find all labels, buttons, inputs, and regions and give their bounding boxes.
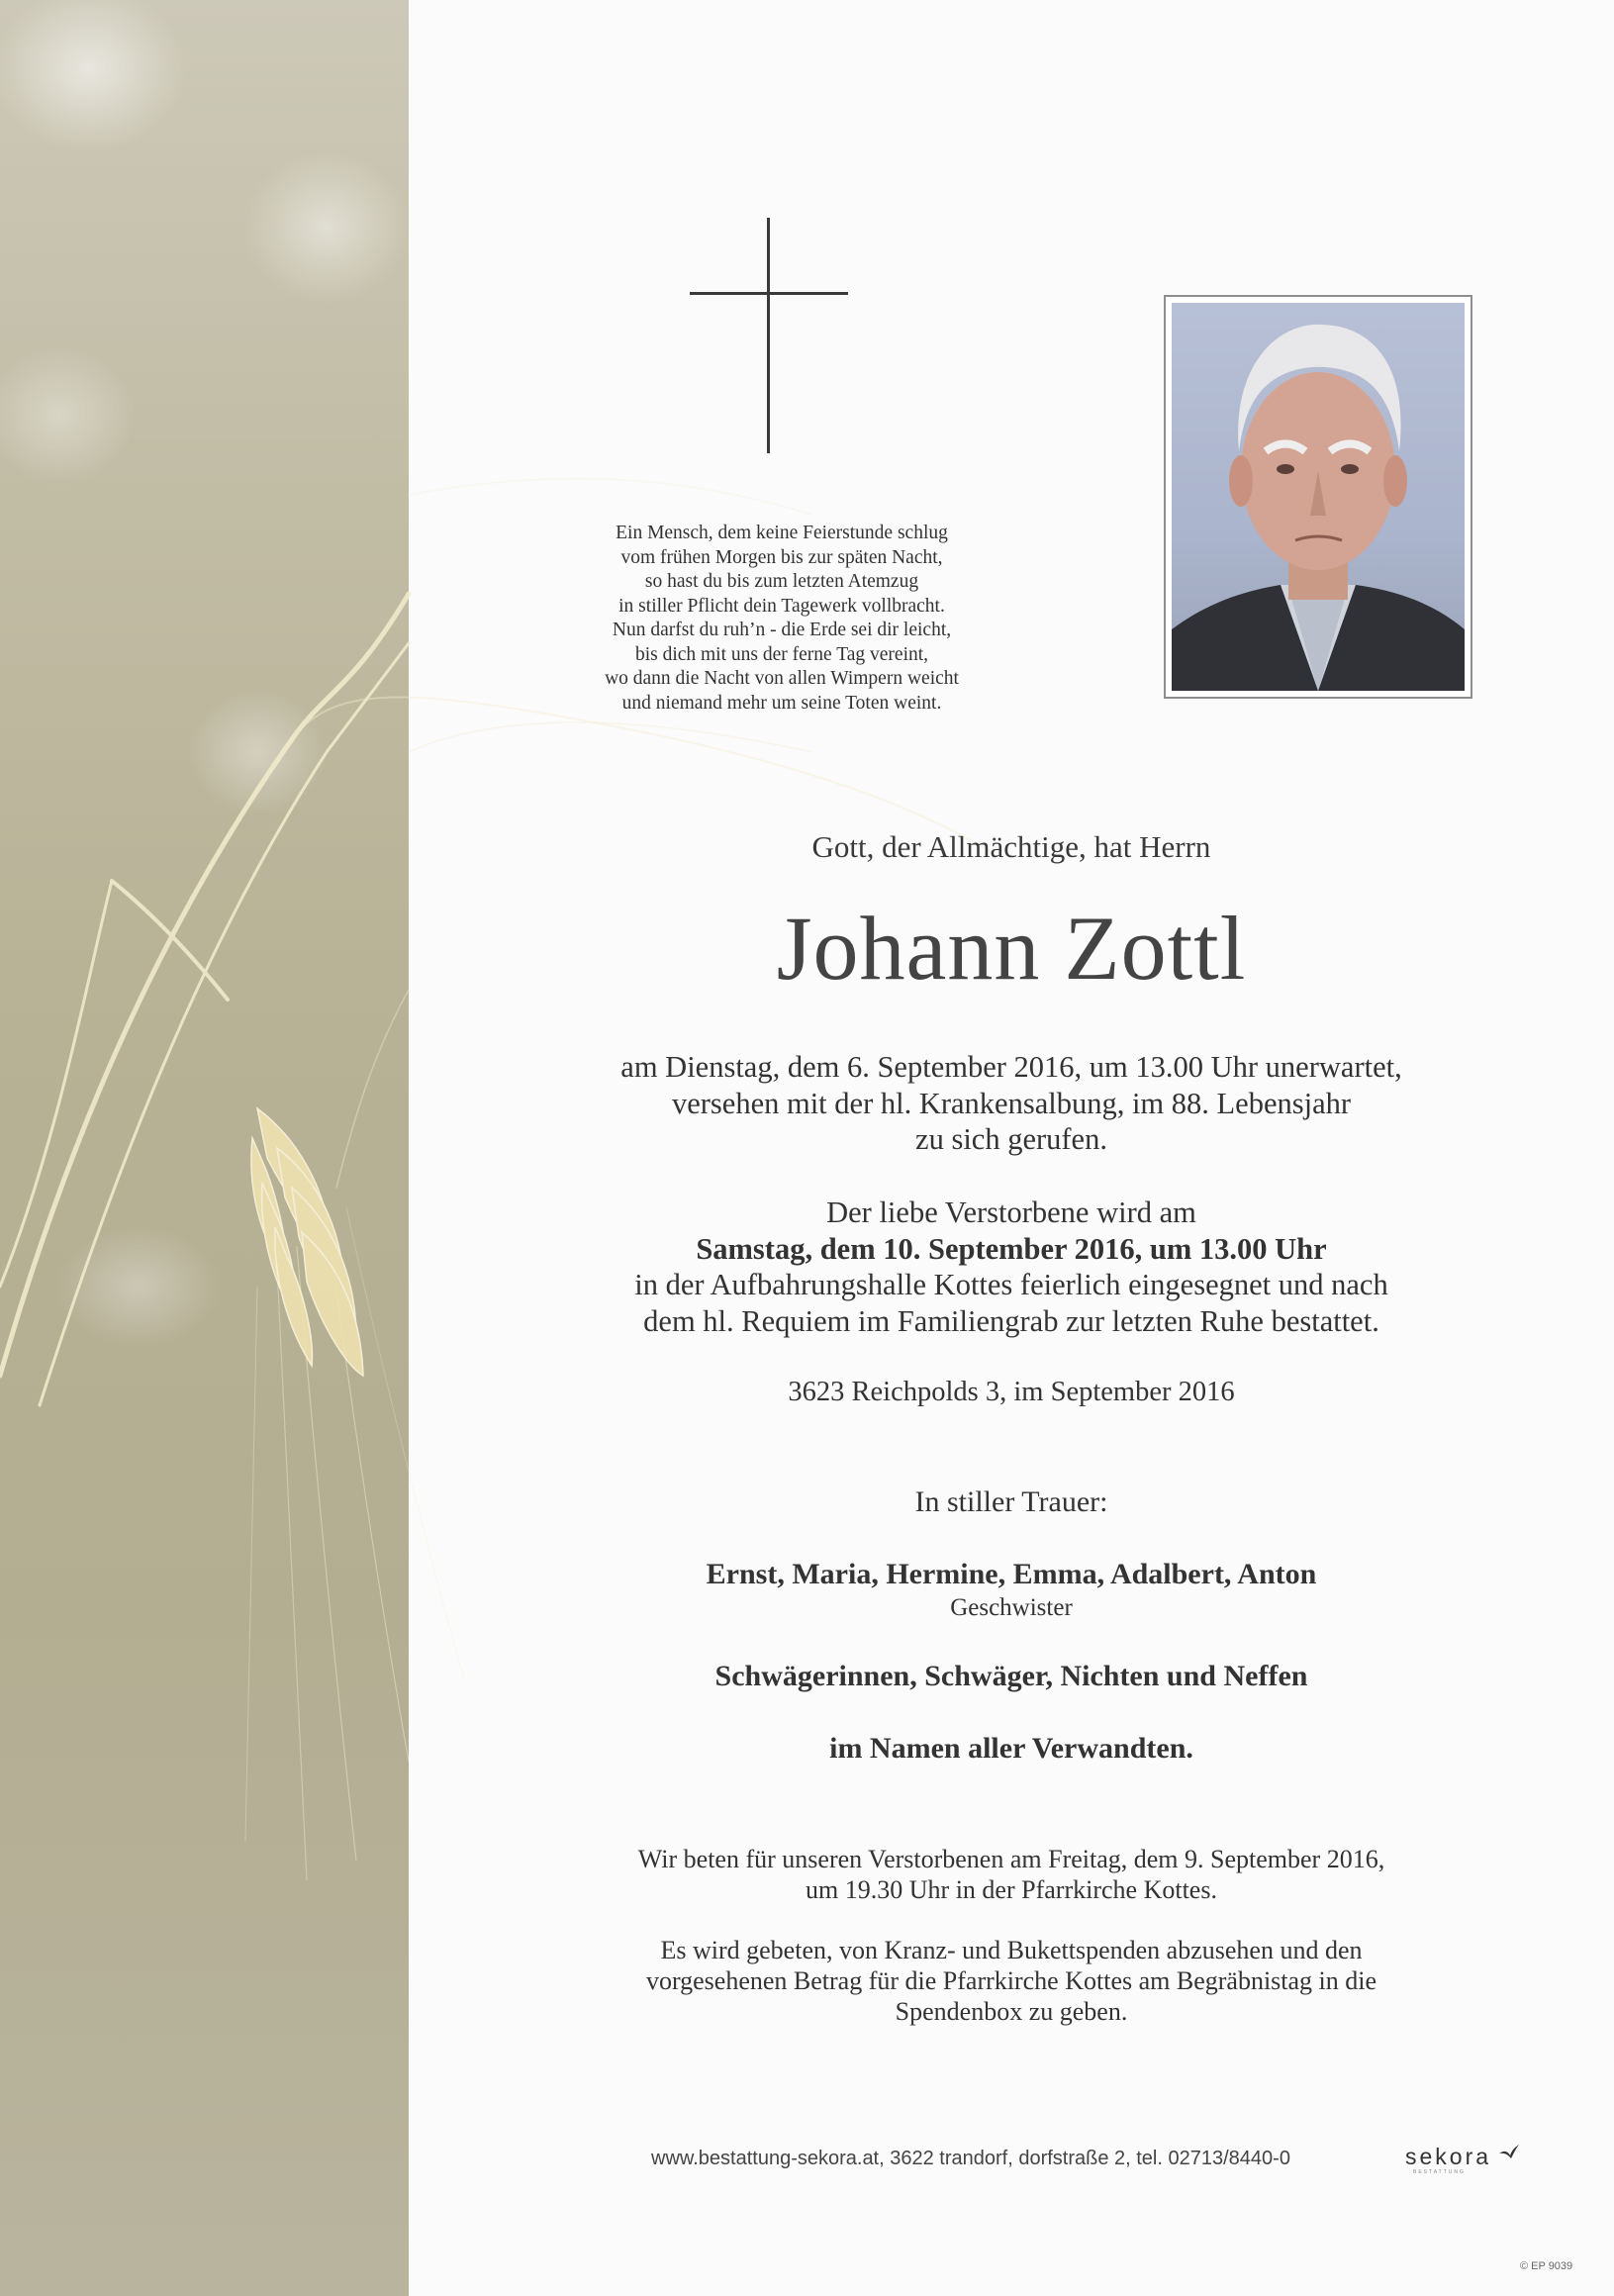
funeral-date: Samstag, dem 10. September 2016, um 13.00 Uhr [696, 1231, 1327, 1266]
poem-line: wo dann die Nacht von allen Wimpern weicht [605, 668, 959, 689]
death-line: zu sich gerufen. [915, 1122, 1107, 1156]
in-laws: Schwägerinnen, Schwäger, Nichten und Neffen [714, 1660, 1308, 1692]
donation-line: Es wird gebeten, von Kranz- und Bukettspenden abzusehen und den [660, 1936, 1363, 1964]
funeral-home-contact: www.bestattung-sekora.at, 3622 trandorf, dorfstraße 2, tel. 02713/8440-0 [651, 2148, 1290, 2169]
siblings-names: Ernst, Maria, Hermine, Emma, Adalbert, Anton [706, 1558, 1317, 1590]
portrait-frame [1164, 295, 1472, 699]
place-and-date: 3623 Reichpolds 3, im September 2016 [788, 1377, 1235, 1407]
donation-line: vorgesehenen Betrag für die Pfarrkirche Kottes am Begräbnistag in die [645, 1966, 1377, 1995]
announcement-intro: Gott, der Allmächtige, hat Herrn [811, 829, 1211, 864]
poem-line: Ein Mensch, dem keine Feierstunde schlug [616, 523, 948, 543]
portrait-photo [1172, 303, 1465, 691]
siblings-label: Geschwister [950, 1594, 1073, 1621]
funeral-line: in der Aufbahrungshalle Kottes feierlich eingesegnet und nach [634, 1268, 1388, 1301]
death-line: am Dienstag, dem 6. September 2016, um 13.00 Uhr unerwartet, [620, 1050, 1402, 1084]
bird-icon [1498, 2144, 1520, 2159]
poem [534, 522, 1029, 716]
prayer-line: um 19.30 Uhr in der Pfarrkirche Kottes. [806, 1875, 1217, 1904]
donation-notice [409, 1935, 1614, 2027]
cross-icon [688, 218, 851, 455]
funeral-line: dem hl. Requiem im Familiengrab zur letzten Ruhe bestattet. [643, 1303, 1379, 1338]
poem-line: in stiller Pflicht dein Tagewerk vollbracht. [618, 595, 945, 617]
decorative-side-panel [0, 0, 409, 2296]
relatives: im Namen aller Verwandten. [829, 1732, 1193, 1765]
prayer-line: Wir beten für unseren Verstorbenen am Freitag, dem 9. September 2016, [637, 1845, 1385, 1873]
donation-line: Spendenbox zu geben. [895, 1997, 1128, 2026]
logo-text: sekora [1405, 2144, 1492, 2169]
poem-line: vom frühen Morgen bis zur späten Nacht, [620, 546, 943, 568]
poem-line: so hast du bis zum letzten Atemzug [644, 571, 919, 592]
document-code: © EP 9039 [1520, 2260, 1573, 2272]
death-notice [409, 1049, 1614, 1158]
funeral-notice [409, 1195, 1614, 1339]
poem-line: bis dich mit uns der ferne Tag vereint, [634, 643, 929, 665]
deceased-name: Johann Zottl [776, 898, 1247, 999]
funeral-line: Der liebe Verstorbene wird am [826, 1196, 1196, 1229]
mourning-heading: In stiller Trauer: [914, 1485, 1108, 1518]
prayer-notice [409, 1844, 1614, 1905]
portrait-illustration [1172, 303, 1465, 691]
poem-line: Nun darfst du ruh’n - die Erde sei dir leicht, [612, 620, 952, 640]
poem-line: und niemand mehr um seine Toten weint. [621, 692, 942, 714]
logo-subtitle: BESTATTUNG [1413, 2169, 1466, 2175]
death-line: versehen mit der hl. Krankensalbung, im 88. Lebensjahr [671, 1086, 1352, 1120]
funeral-home-logo [1405, 2144, 1520, 2170]
